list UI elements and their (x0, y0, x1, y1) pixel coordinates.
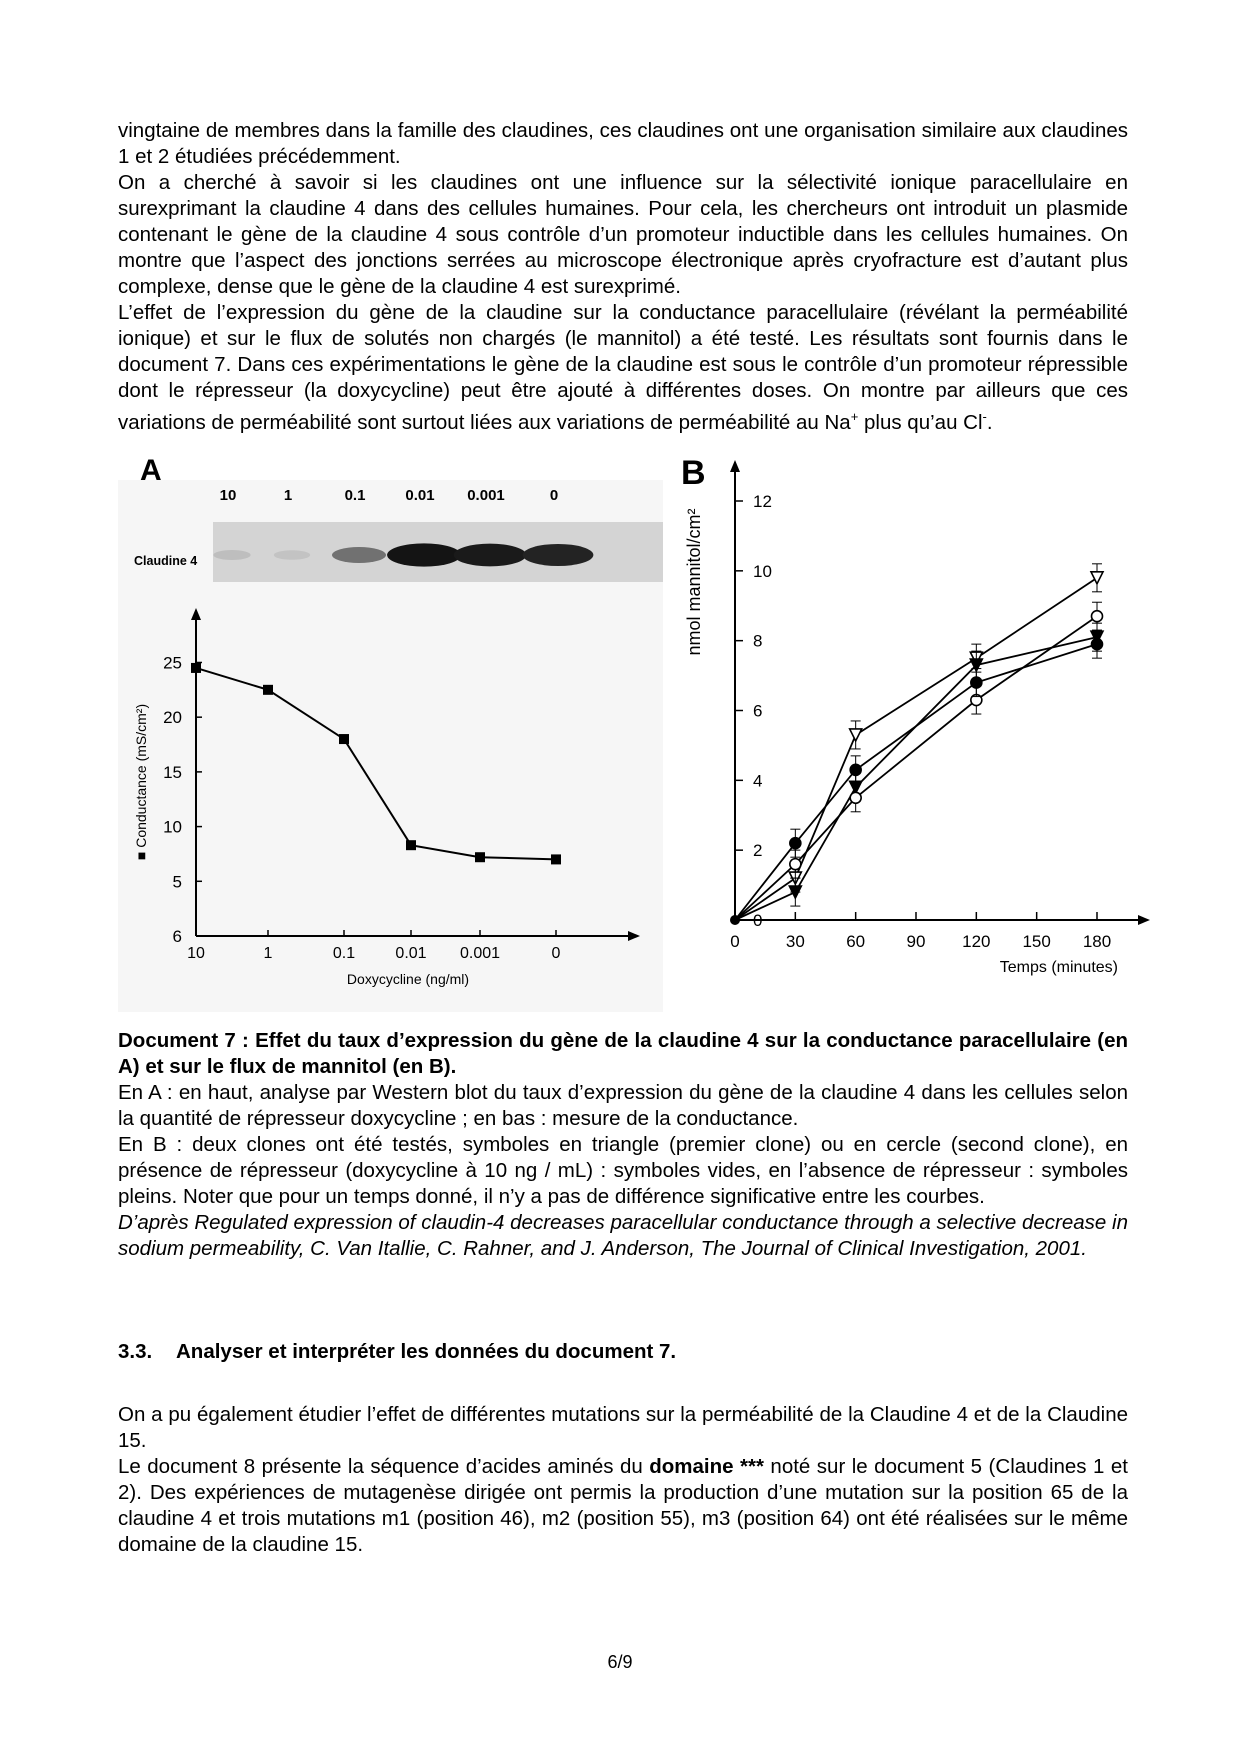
mannitol-point-circle (790, 838, 801, 849)
page-number: 6/9 (607, 1652, 633, 1672)
mannitol-point-circle (1092, 611, 1103, 622)
conductance-point (339, 734, 349, 744)
x-tick-label-a: 0 (551, 945, 561, 962)
y-tick-label-a: 5 (172, 872, 182, 892)
intro-tail: plus qu’au Cl (858, 410, 983, 434)
mannitol-point-circle (850, 764, 861, 775)
x-tick-label-b: 0 (730, 932, 740, 951)
document-7-caption (118, 1028, 1128, 1262)
mannitol-series-line (735, 637, 1097, 920)
y-tick-label-a: 10 (163, 817, 182, 837)
conductance-point (551, 854, 561, 864)
y-tick-label-a: 25 (163, 653, 182, 673)
y-tick-label-b: 10 (753, 561, 772, 581)
x-tick-label-a: 0.01 (395, 945, 427, 962)
caption-panel-b: En B : deux clones ont été testés, symboles en triangle (premier clone) ou en cercle (second clone), en présence de répresseur (doxycycline à 10 ng / mL) : symboles vides, en l’absence de répresseur : symboles pleins. Noter que pour un temps donné, il n’y a pas de différence significative entre les courbes. (118, 1133, 1128, 1208)
x-tick-label-b: 180 (1082, 932, 1112, 951)
y-tick-label-b: 6 (753, 701, 763, 721)
origin-point (730, 915, 740, 925)
x-tick-label-a: 0.001 (459, 945, 501, 962)
mannitol-point-triangle (850, 729, 862, 741)
mutations-text-pre: Le document 8 présente la séquence d’acides aminés du (118, 1455, 650, 1478)
caption-panel-a: En A : en haut, analyse par Western blot du taux d’expression du gène de la claudine 4 dans les cellules selon la quantité de répresseur doxycycline ; en bas : mesure de la conductance. (118, 1081, 1128, 1130)
intro-end: . (986, 410, 993, 434)
section-title: Analyser et interpréter les données du document 7. (176, 1340, 677, 1363)
blot-lane-label: 1 (283, 487, 293, 504)
mannitol-point-circle (971, 677, 982, 688)
na-superscript: + (850, 409, 859, 424)
x-tick-label-b: 120 (962, 932, 991, 951)
y-tick-label-a: 15 (163, 762, 182, 782)
blot-lane-label: 0 (549, 487, 559, 504)
intro-paragraph-2: On a cherché à savoir si les claudines ont une influence sur la sélectivité ionique paracellulaire en surexprimant la claudine 4 dans des cellules humaines. Pour cela, les chercheurs ont introduit un plasmide contenant le gène de la claudine 4 sous contrôle d’un promoteur inductible dans les cellules humaines. On montre que l’aspect des jonctions serrées au microscope électronique après cryofracture est d’autant plus complexe, dense que le gène de la claudine 4 est surexprimé. (118, 171, 1128, 298)
y-tick-label-a: 20 (163, 708, 182, 728)
caption-title: Document 7 : Effet du taux d’expression du gène de la claudine 4 sur la conductance paracellulaire (en A) et sur le flux de mannitol (en B). (118, 1029, 1128, 1078)
y-axis-title-b: nmol mannitol/cm² (684, 508, 704, 656)
blot-lane-label: 0.1 (344, 487, 366, 504)
caption-source: D’après Regulated expression of claudin-4 decreases paracellular conductance through a selective decrease in sodium permeability, C. Van Itallie, C. Rahner, and J. Anderson, The Journal of Clinical Investigation, 2001. (118, 1211, 1128, 1260)
blot-band (213, 550, 250, 560)
x-tick-label-b: 30 (785, 932, 805, 951)
chart-b (684, 460, 1150, 976)
blot-band (274, 550, 310, 560)
mannitol-point-triangle (1091, 572, 1103, 584)
mutations-paragraph-2 (118, 1454, 1128, 1558)
intro-paragraph-1: vingtaine de membres dans la famille des claudines, ces claudines ont une organisation similaire aux claudines 1 et 2 étudiées précédemment. (118, 119, 1128, 168)
domain-bold: domaine *** (649, 1455, 764, 1478)
conductance-point (263, 685, 273, 695)
mannitol-point-circle (790, 859, 801, 870)
mannitol-point-circle (1092, 639, 1103, 650)
figure-svg (118, 452, 1168, 1012)
following-text (118, 1402, 1128, 1558)
y-axis-title-a: ■ Conductance (mS/cm²) (133, 703, 149, 861)
conductance-point (191, 663, 201, 673)
y-tick-label-b: 2 (753, 841, 763, 861)
section-heading (118, 1340, 1128, 1364)
conductance-point (475, 852, 485, 862)
mannitol-series-line (735, 644, 1097, 920)
blot-band (387, 543, 461, 566)
blot-lane-label: 0.01 (405, 487, 435, 504)
x-axis-arrow-b (1138, 915, 1150, 925)
x-axis-title-b: Temps (minutes) (999, 959, 1118, 976)
blot-band (454, 544, 526, 567)
y-tick-label-b: 8 (753, 631, 763, 651)
panel-a-label: A (140, 454, 162, 487)
x-tick-label-b: 90 (906, 932, 926, 951)
x-tick-label-a: 10 (187, 945, 205, 962)
mannitol-point-circle (850, 792, 861, 803)
section-number: 3.3. (118, 1340, 153, 1363)
y-axis-arrow-b (730, 460, 740, 472)
x-tick-label-a: 1 (263, 945, 273, 962)
x-axis-title-a: Doxycycline (ng/ml) (346, 971, 470, 987)
mutations-paragraph-1: On a pu également étudier l’effet de différentes mutations sur la perméabilité de la Claudine 4 et de la Claudine 15. (118, 1403, 1128, 1452)
intro-paragraph-3 (118, 300, 1128, 436)
x-tick-label-b: 60 (846, 932, 866, 951)
blot-band (332, 547, 386, 563)
y-tick-label-b: 0 (753, 911, 763, 930)
y-tick-label-a: 6 (172, 927, 182, 946)
x-tick-label-a: 0.1 (332, 945, 356, 962)
y-tick-label-b: 12 (753, 492, 772, 511)
blot-band (523, 544, 594, 566)
intro-paragraph-3-text: L’effet de l’expression du gène de la claudine sur la conductance paracellulaire (révélant la perméabilité ionique) et sur le flux de solutés non chargés (le mannitol) a été testé. Les résultats sont fournis dans le document 7. Dans ces expérimentations le gène de la claudine est sous le contrôle d’un promoteur répressible dont le répresseur (la doxycycline) peut être ajouté à différentes doses. On montre par ailleurs que ces variations de perméabilité sont surtout liées aux variations de perméabilité au Na (118, 301, 1128, 434)
mutations-text-post: noté sur le document 5 (Claudines 1 et 2). Des expériences de mutagenèse dirigée ont permis la production d’une mutation sur la position 65 de la claudine 4 et trois mutations m1 (position 46), m2 (position 55), m3 (position 64) ont été réalisées sur le même domaine de la claudine 15. (118, 1455, 1129, 1556)
blot-lane-label: 10 (219, 487, 237, 504)
cl-superscript: - (982, 409, 987, 424)
y-tick-label-b: 4 (753, 771, 763, 791)
x-tick-label-b: 150 (1022, 932, 1051, 951)
conductance-point (406, 840, 416, 850)
intro-text (118, 118, 1128, 436)
blot-lane-label: 0.001 (467, 487, 505, 504)
blot-label: Claudine 4 (134, 554, 198, 568)
figure-document-7 (118, 452, 1168, 1012)
panel-b-label: B (681, 454, 706, 492)
